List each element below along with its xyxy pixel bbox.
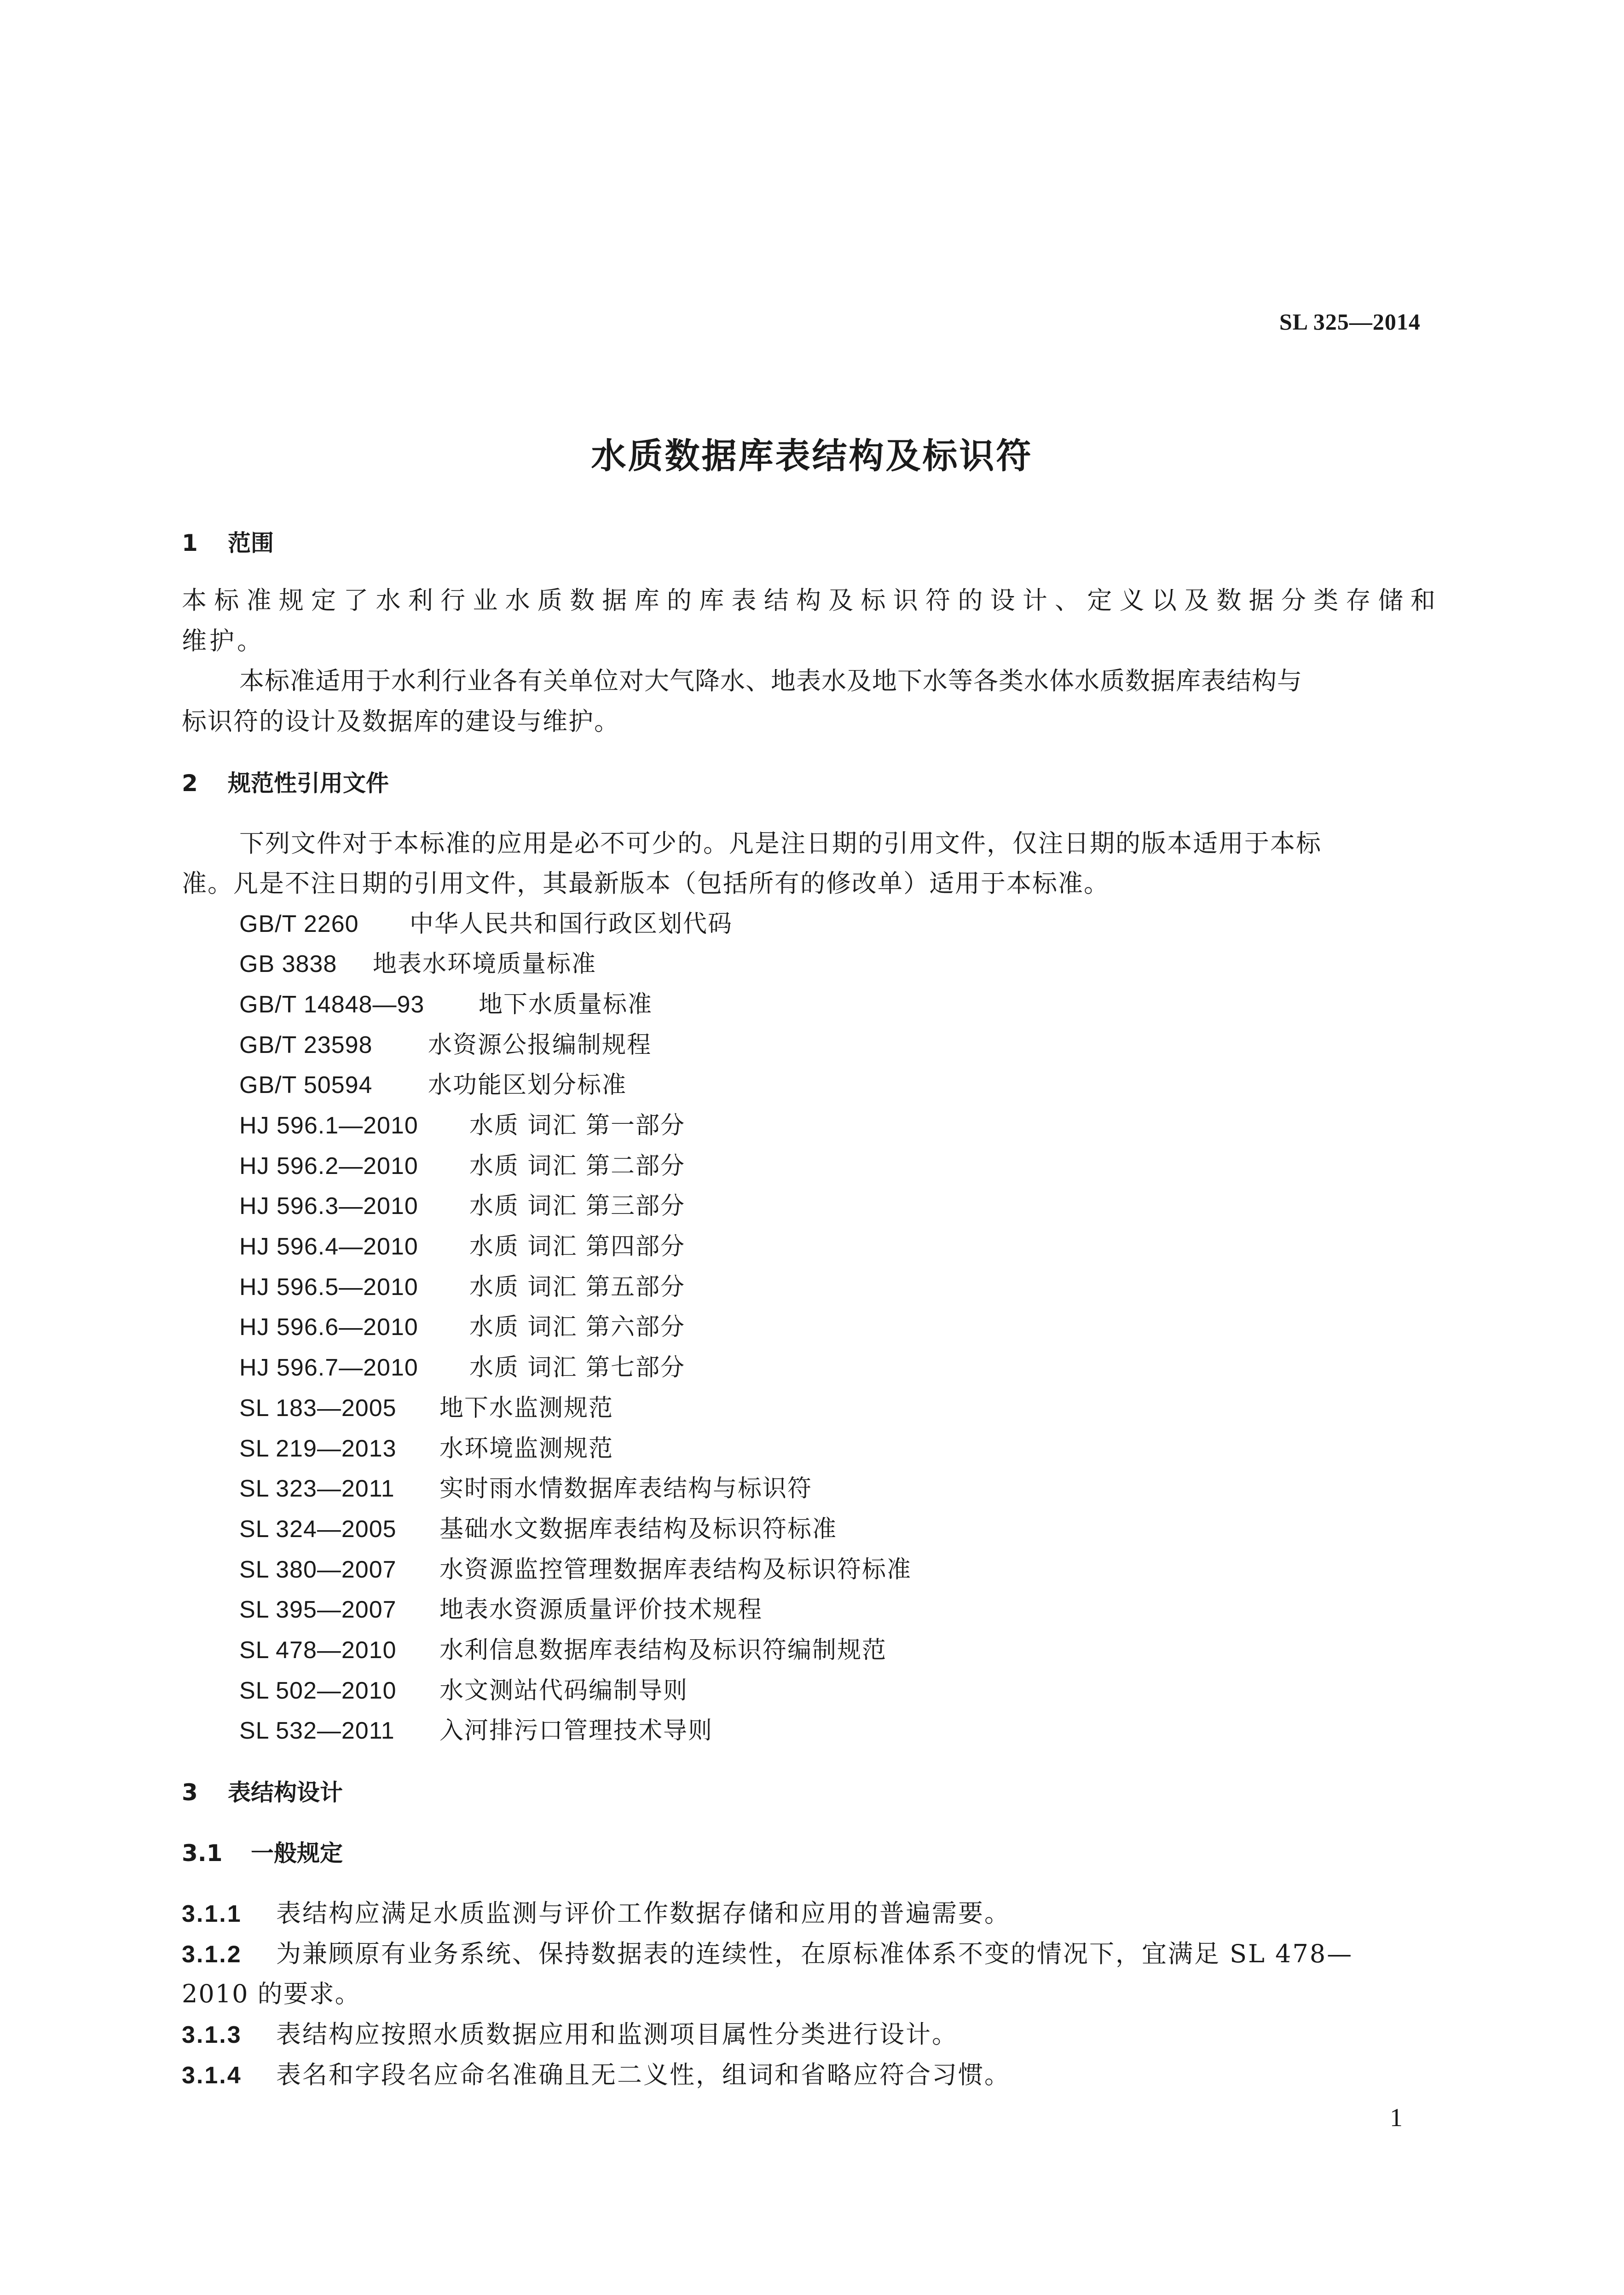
section-3-heading: [182, 1774, 343, 1807]
clause-3-1-1: [182, 1894, 1011, 1929]
reference-item: [239, 1186, 685, 1221]
section-3-title: 表结构设计: [228, 1779, 343, 1806]
clause-text: 为兼顾原有业务系统、保持数据表的连续性，在原标准体系不变的情况下，宜满足 SL 478—: [276, 1939, 1353, 1968]
clause-3-1-3: [182, 2015, 958, 2050]
reference-name: 地下水质量标准: [479, 991, 653, 1018]
reference-code: GB/T 50594: [239, 1072, 373, 1098]
reference-item: [239, 1106, 685, 1140]
reference-code: SL 478—2010: [239, 1637, 397, 1664]
section-2-number: 2: [182, 770, 198, 797]
subsection-3-1-heading: [182, 1835, 343, 1868]
clause-text: 表名和字段名应命名准确且无二义性，组词和省略应符合习惯。: [276, 2060, 1011, 2089]
clause-3-1-4: [182, 2055, 1011, 2091]
reference-item: [239, 1146, 685, 1181]
section-3-number: 3: [182, 1779, 198, 1806]
document-title: 水质数据库表结构及标识符: [591, 435, 1033, 476]
reference-code: SL 380—2007: [239, 1556, 397, 1583]
reference-name: 水利信息数据库表结构及标识符编制规范: [439, 1636, 887, 1664]
reference-item: [239, 1307, 685, 1342]
reference-code: GB/T 14848—93: [239, 991, 425, 1018]
reference-code: GB/T 23598: [239, 1032, 373, 1058]
section-1-line-4: 标识符的设计及数据库的建设与维护。: [182, 707, 620, 736]
reference-item: [239, 1509, 837, 1544]
clause-number: 3.1.3: [182, 2022, 242, 2048]
page-number: 1: [1390, 2104, 1403, 2132]
reference-name: 地表水资源质量评价技术规程: [439, 1596, 763, 1624]
reference-code: HJ 596.3—2010: [239, 1193, 418, 1220]
reference-item: [239, 944, 596, 979]
reference-code: HJ 596.7—2010: [239, 1354, 418, 1381]
reference-name: 基础水文数据库表结构及标识符标准: [439, 1515, 838, 1543]
reference-item: [239, 1348, 685, 1382]
clause-number: 3.1.4: [182, 2062, 242, 2089]
reference-name: 地表水环境质量标准: [373, 950, 597, 978]
section-1-line-3: 本标准适用于水利行业各有关单位对大气降水、地表水及地下水等各类水体水质数据库表结构与: [239, 666, 1302, 695]
reference-name: 水质 词汇 第一部分: [469, 1112, 686, 1139]
reference-code: HJ 596.1—2010: [239, 1112, 418, 1139]
reference-item: [239, 1025, 652, 1060]
reference-item: [239, 904, 733, 939]
reference-code: HJ 596.6—2010: [239, 1314, 418, 1341]
reference-code: SL 219—2013: [239, 1435, 397, 1462]
subsection-3-1-title: 一般规定: [251, 1840, 343, 1867]
section-2-line-1: 下列文件对于本标准的应用是必不可少的。凡是注日期的引用文件，仅注日期的版本适用于本标: [239, 829, 1322, 858]
clause-3-1-2-continuation: 2010 的要求。: [182, 1979, 361, 2008]
section-2-line-2: 准。凡是不注日期的引用文件，其最新版本（包括所有的修改单）适用于本标准。: [182, 869, 1110, 898]
reference-name: 水功能区划分标准: [428, 1071, 627, 1099]
reference-name: 水资源公报编制规程: [428, 1031, 652, 1059]
reference-item: [239, 1630, 887, 1665]
reference-item: [239, 1227, 685, 1261]
reference-code: GB/T 2260: [239, 911, 359, 937]
reference-name: 入河排污口管理技术导则: [439, 1717, 713, 1745]
reference-item: [239, 1671, 688, 1705]
reference-name: 水质 词汇 第四部分: [469, 1233, 686, 1260]
reference-code: HJ 596.2—2010: [239, 1153, 418, 1179]
reference-name: 水质 词汇 第五部分: [469, 1273, 686, 1301]
reference-item: [239, 1550, 912, 1584]
reference-item: [239, 1267, 685, 1302]
reference-code: SL 502—2010: [239, 1677, 397, 1704]
reference-code: SL 324—2005: [239, 1516, 397, 1543]
section-1-number: 1: [182, 530, 198, 556]
section-1-heading: [182, 525, 274, 558]
standard-code-header: SL 325—2014: [1279, 309, 1421, 335]
reference-name: 实时雨水情数据库表结构与标识符: [439, 1475, 813, 1503]
reference-item: [239, 1388, 613, 1423]
reference-name: 水环境监测规范: [439, 1435, 614, 1463]
reference-item: [239, 1590, 763, 1624]
reference-code: HJ 596.5—2010: [239, 1274, 418, 1301]
clause-text: 表结构应按照水质数据应用和监测项目属性分类进行设计。: [276, 2020, 958, 2049]
reference-item: [239, 1711, 713, 1746]
reference-name: 水质 词汇 第六部分: [469, 1313, 686, 1341]
clause-number: 3.1.2: [182, 1941, 242, 1968]
reference-item: [239, 1429, 613, 1463]
clause-3-1-2: [182, 1934, 1353, 1970]
section-2-heading: [182, 765, 389, 798]
reference-code: GB 3838: [239, 951, 337, 977]
reference-name: 水质 词汇 第三部分: [469, 1192, 686, 1220]
clause-number: 3.1.1: [182, 1901, 242, 1927]
reference-code: HJ 596.4—2010: [239, 1233, 418, 1260]
reference-item: [239, 1469, 812, 1503]
reference-code: SL 395—2007: [239, 1596, 397, 1623]
clause-text: 表结构应满足水质监测与评价工作数据存储和应用的普遍需要。: [276, 1899, 1011, 1928]
reference-item: [239, 1065, 627, 1100]
reference-code: SL 183—2005: [239, 1395, 397, 1422]
reference-name: 水质 词汇 第七部分: [469, 1354, 686, 1382]
reference-name: 水质 词汇 第二部分: [469, 1152, 686, 1180]
reference-code: SL 532—2011: [239, 1717, 395, 1744]
reference-name: 水资源监控管理数据库表结构及标识符标准: [439, 1556, 912, 1584]
reference-code: SL 323—2011: [239, 1475, 395, 1502]
section-2-title: 规范性引用文件: [228, 770, 389, 797]
reference-name: 中华人民共和国行政区划代码: [410, 910, 733, 938]
reference-name: 地下水监测规范: [439, 1394, 614, 1422]
section-1-line-2: 维护。: [182, 626, 265, 655]
subsection-3-1-number: 3.1: [182, 1840, 223, 1867]
reference-name: 水文测站代码编制导则: [439, 1677, 688, 1705]
section-1-title: 范围: [228, 530, 274, 556]
reference-item: [239, 985, 653, 1019]
section-1-line-1: 本标准规定了水利行业水质数据库的库表结构及标识符的设计、定义以及数据分类存储和: [182, 586, 1438, 615]
